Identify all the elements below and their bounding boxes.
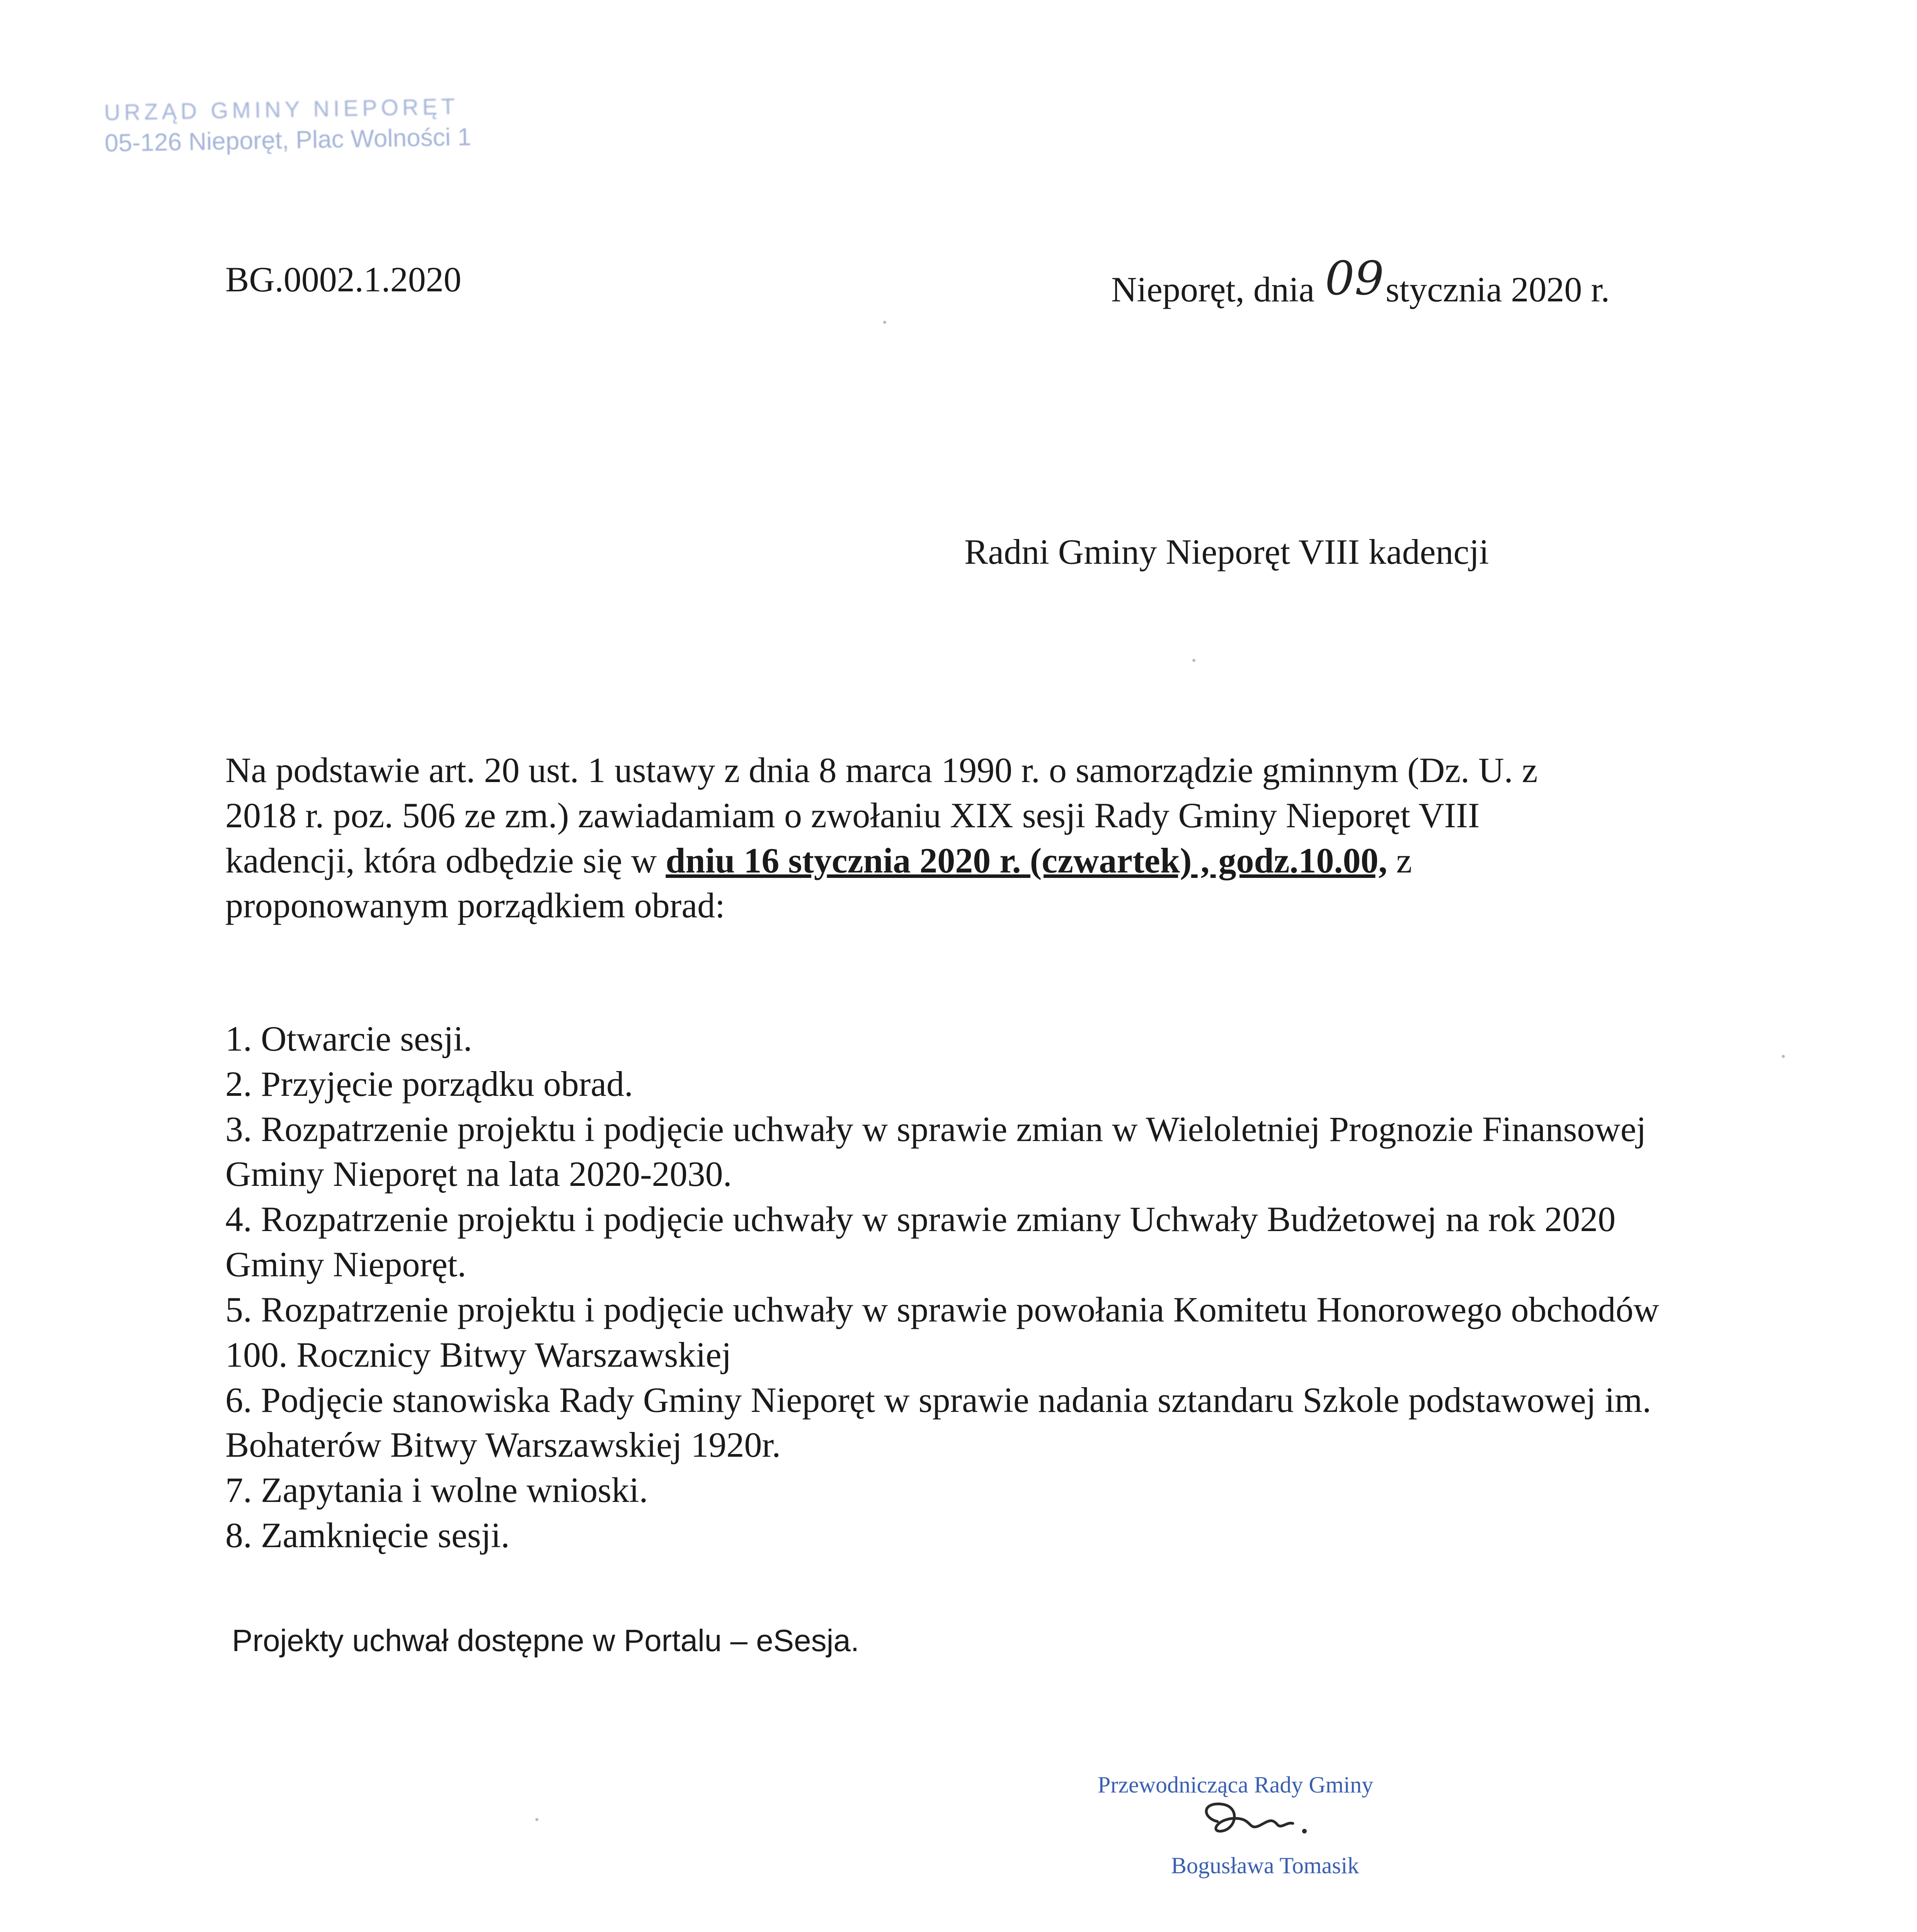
signature-name: Bogusława Tomasik (1171, 1853, 1359, 1878)
scan-speck (883, 321, 886, 324)
intro-text-before: Na podstawie art. 20 ust. 1 ustawy z dnia 8 marca 1990 r. o samorządzie gminnym (Dz. U. z 2018 r. poz. 506 ze zm.) zawiadamiam o zwołaniu XIX sesji Rady Gminy Nieporęt VIII kadencji, która odbędzie się w (225, 750, 1538, 880)
agenda-list (225, 1016, 1663, 1558)
agenda-item: 5. Rozpatrzenie projektu i podjęcie uchwały w sprawie powołania Komitetu Honorowego obchodów 100. Rocznicy Bitwy Warszawskiej (225, 1289, 1659, 1374)
intro-text-after: z proponowanym porządkiem obrad: (225, 840, 1412, 925)
agenda-item: 7. Zapytania i wolne wnioski. (225, 1470, 648, 1510)
handwritten-signature (1194, 1794, 1318, 1845)
handwritten-day: 09 (1325, 252, 1384, 306)
scan-speck (535, 1818, 538, 1821)
signature-block (1098, 1772, 1373, 1879)
intro-paragraph (225, 748, 1570, 928)
date-suffix: stycznia 2020 r. (1385, 270, 1610, 309)
reference-number: BG.0002.1.2020 (225, 260, 461, 299)
place-date (1111, 252, 1610, 313)
agenda-item: 6. Podjęcie stanowiska Rady Gminy Nieporęt w sprawie nadania sztandaru Szkole podstawowej im. Bohaterów Bitwy Warszawskiej 1920r. (225, 1380, 1651, 1465)
recipient: Radni Gminy Nieporęt VIII kadencji (964, 532, 1489, 571)
agenda-item: 2. Przyjęcie porządku obrad. (225, 1064, 633, 1104)
agenda-item: 8. Zamknięcie sesji. (225, 1515, 510, 1555)
office-stamp (104, 94, 472, 158)
agenda-item: 3. Rozpatrzenie projektu i podjęcie uchwały w sprawie zmian w Wieloletniej Prognozie Finansowej Gminy Nieporęt na lata 2020-2030. (225, 1109, 1646, 1194)
stamp-line-address: 05-126 Nieporęt, Plac Wolności 1 (104, 122, 472, 157)
signature-title: Przewodnicząca Rady Gminy (1098, 1772, 1374, 1798)
stamp-line-office: URZĄD GMINY NIEPORĘT (104, 94, 459, 126)
agenda-item: 1. Otwarcie sesji. (225, 1019, 472, 1058)
intro-session-date: dniu 16 stycznia 2020 r. (czwartek) , godz.10.00, (666, 840, 1388, 880)
scan-speck (1192, 659, 1195, 662)
projects-note: Projekty uchwał dostępne w Portalu – eSesja. (232, 1623, 860, 1658)
agenda-item: 4. Rozpatrzenie projektu i podjęcie uchwały w sprawie zmiany Uchwały Budżetowej na rok 2020 Gminy Nieporęt. (225, 1199, 1616, 1284)
date-prefix: Nieporęt, dnia (1111, 270, 1315, 309)
scan-speck (1782, 1055, 1785, 1058)
